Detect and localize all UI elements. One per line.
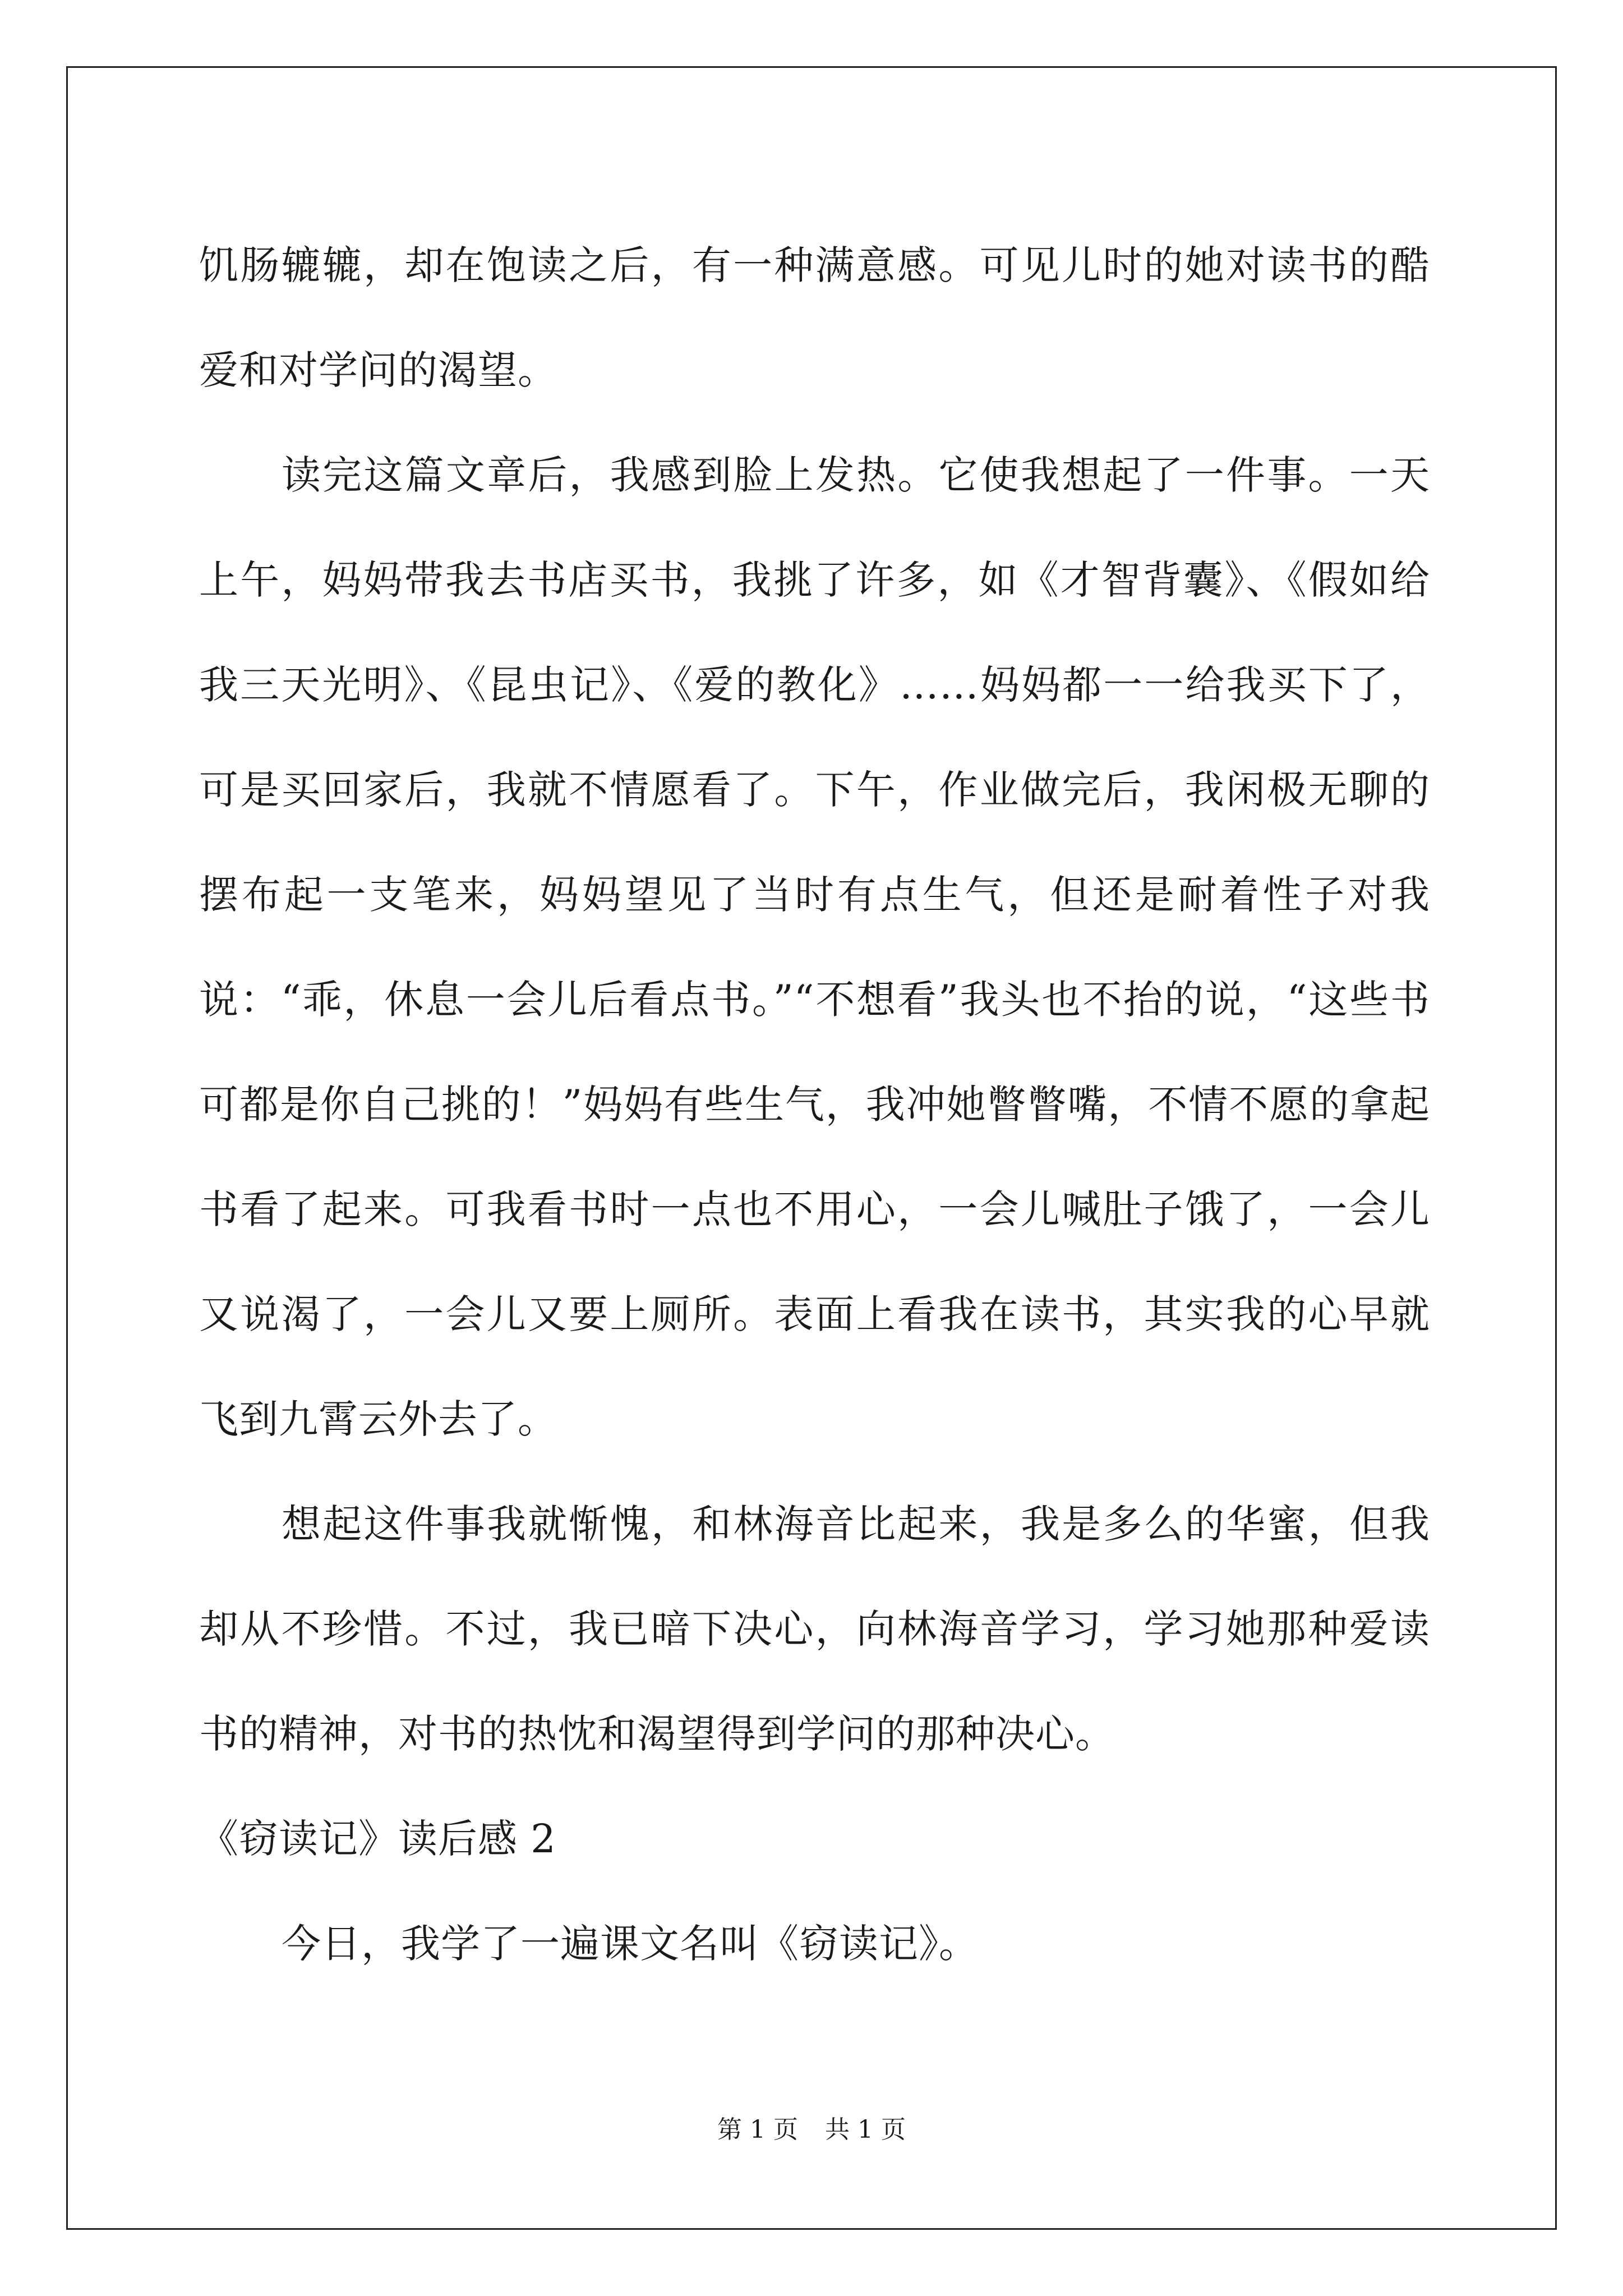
page-number: 第 1 页 [717,2115,798,2144]
page-total: 共 1 页 [825,2115,906,2144]
section-heading: 《窃读记》读后感 2 [199,1816,556,1862]
paragraph-2: 读完这篇文章后，我感到脸上发热。它使我想起了一件事。一天上午，妈妈带我去书店买书，我挑了许多，如《才智背囊》、《假如给我三天光明》、《昆虫记》、《爱的教化》……妈妈都一一给我买下了，可是买回家后，我就不情愿看了。下午，作业做完后，我闲极无聊的摆布起一支笔来，妈妈望见了当时有点生气，但还是耐着性子对我说：“乖，休息一会儿后看点书。”“不想看”我头也不抬的说，“这些书可都是你自己挑的！”妈妈有些生气，我冲她瞥瞥嘴，不情不愿的拿起书看了起来。可我看书时一点也不用心，一会儿喊肚子饿了，一会儿又说渴了，一会儿又要上厕所。表面上看我在读书，其实我的心早就飞到九霄云外去了。 [199,452,1430,1442]
paragraph-1: 饥肠辘辘，却在饱读之后，有一种满意感。可见儿时的她对读书的酷爱和对学问的渴望。 [199,242,1430,393]
page-footer [0,2109,1623,2145]
document-body [199,213,1430,1996]
paragraph-4: 今日，我学了一遍课文名叫《窃读记》。 [282,1921,979,1967]
paragraph-3: 想起这件事我就惭愧，和林海音比起来，我是多么的华蜜，但我却从不珍惜。不过，我已暗下决心，向林海音学习，学习她那种爱读书的精神，对书的热忱和渴望得到学问的那种决心。 [199,1501,1430,1757]
